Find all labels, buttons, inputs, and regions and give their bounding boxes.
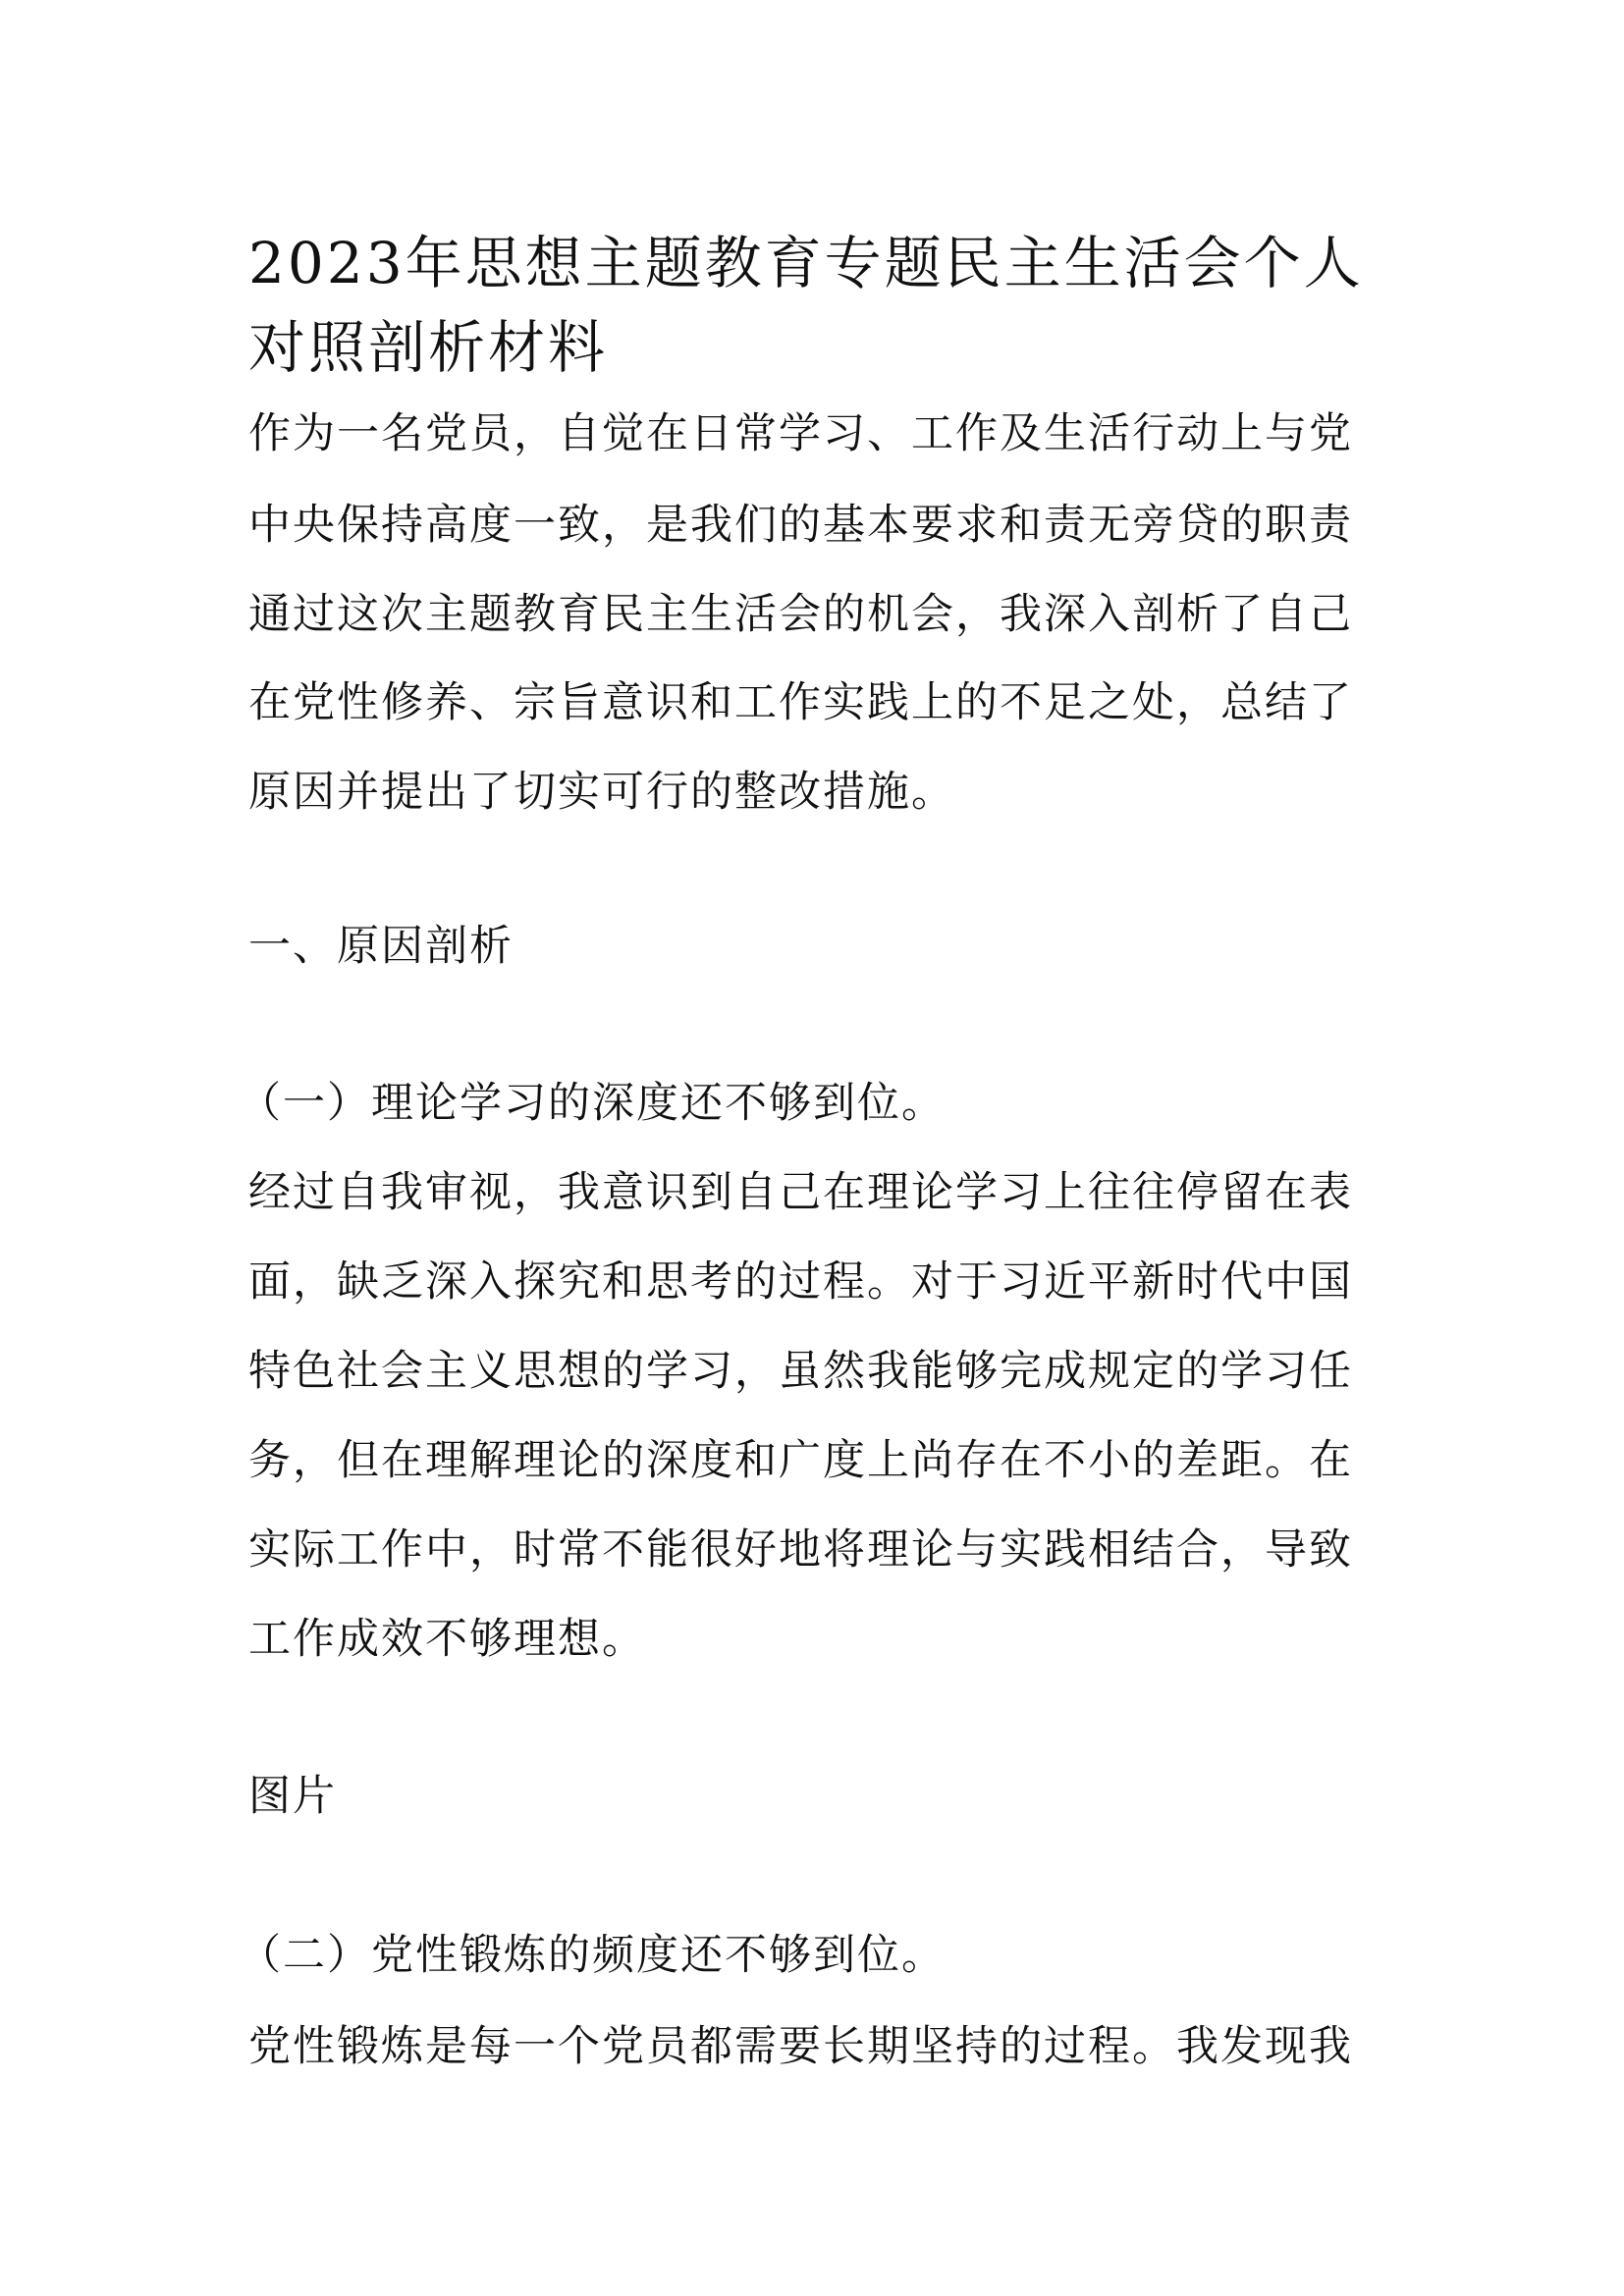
subsection-1-line-6: 工作成效不够理想。 bbox=[248, 1615, 646, 1664]
intro-paragraph-line-3: 通过这次主题教育民主生活会的机会，我深入剖析了自己 bbox=[248, 590, 1353, 639]
document-title-line-2: 对照剖析材料 bbox=[248, 314, 609, 381]
subsection-1-line-2: 面，缺乏深入探究和思考的过程。对于习近平新时代中国 bbox=[248, 1257, 1353, 1307]
subsection-2-line-1: 党性锻炼是每一个党员都需要长期坚持的过程。我发现我 bbox=[248, 2022, 1353, 2071]
intro-paragraph-line-1: 作为一名党员，自觉在日常学习、工作及生活行动上与党 bbox=[248, 409, 1353, 458]
section-heading: 一、原因剖析 bbox=[248, 922, 514, 971]
intro-paragraph-line-4: 在党性修养、宗旨意识和工作实践上的不足之处，总结了 bbox=[248, 678, 1353, 727]
subsection-2-heading: （二）党性锻炼的频度还不够到位。 bbox=[239, 1931, 946, 1980]
document-title-line-1: 2023年思想主题教育专题民主生活会个人 bbox=[248, 230, 1364, 296]
subsection-1-line-1: 经过自我审视，我意识到自己在理论学习上往往停留在表 bbox=[248, 1168, 1353, 1217]
intro-paragraph-line-5: 原因并提出了切实可行的整改措施。 bbox=[248, 768, 955, 817]
subsection-1-line-4: 务，但在理解理论的深度和广度上尚存在不小的差距。在 bbox=[248, 1436, 1353, 1485]
subsection-1-line-5: 实际工作中，时常不能很好地将理论与实践相结合，导致 bbox=[248, 1525, 1353, 1575]
subsection-1-line-3: 特色社会主义思想的学习，虽然我能够完成规定的学习任 bbox=[248, 1347, 1353, 1396]
subsection-1-heading: （一）理论学习的深度还不够到位。 bbox=[239, 1079, 946, 1128]
image-placeholder: 图片 bbox=[248, 1772, 337, 1821]
intro-paragraph-line-2: 中央保持高度一致，是我们的基本要求和责无旁贷的职责 bbox=[248, 501, 1353, 550]
